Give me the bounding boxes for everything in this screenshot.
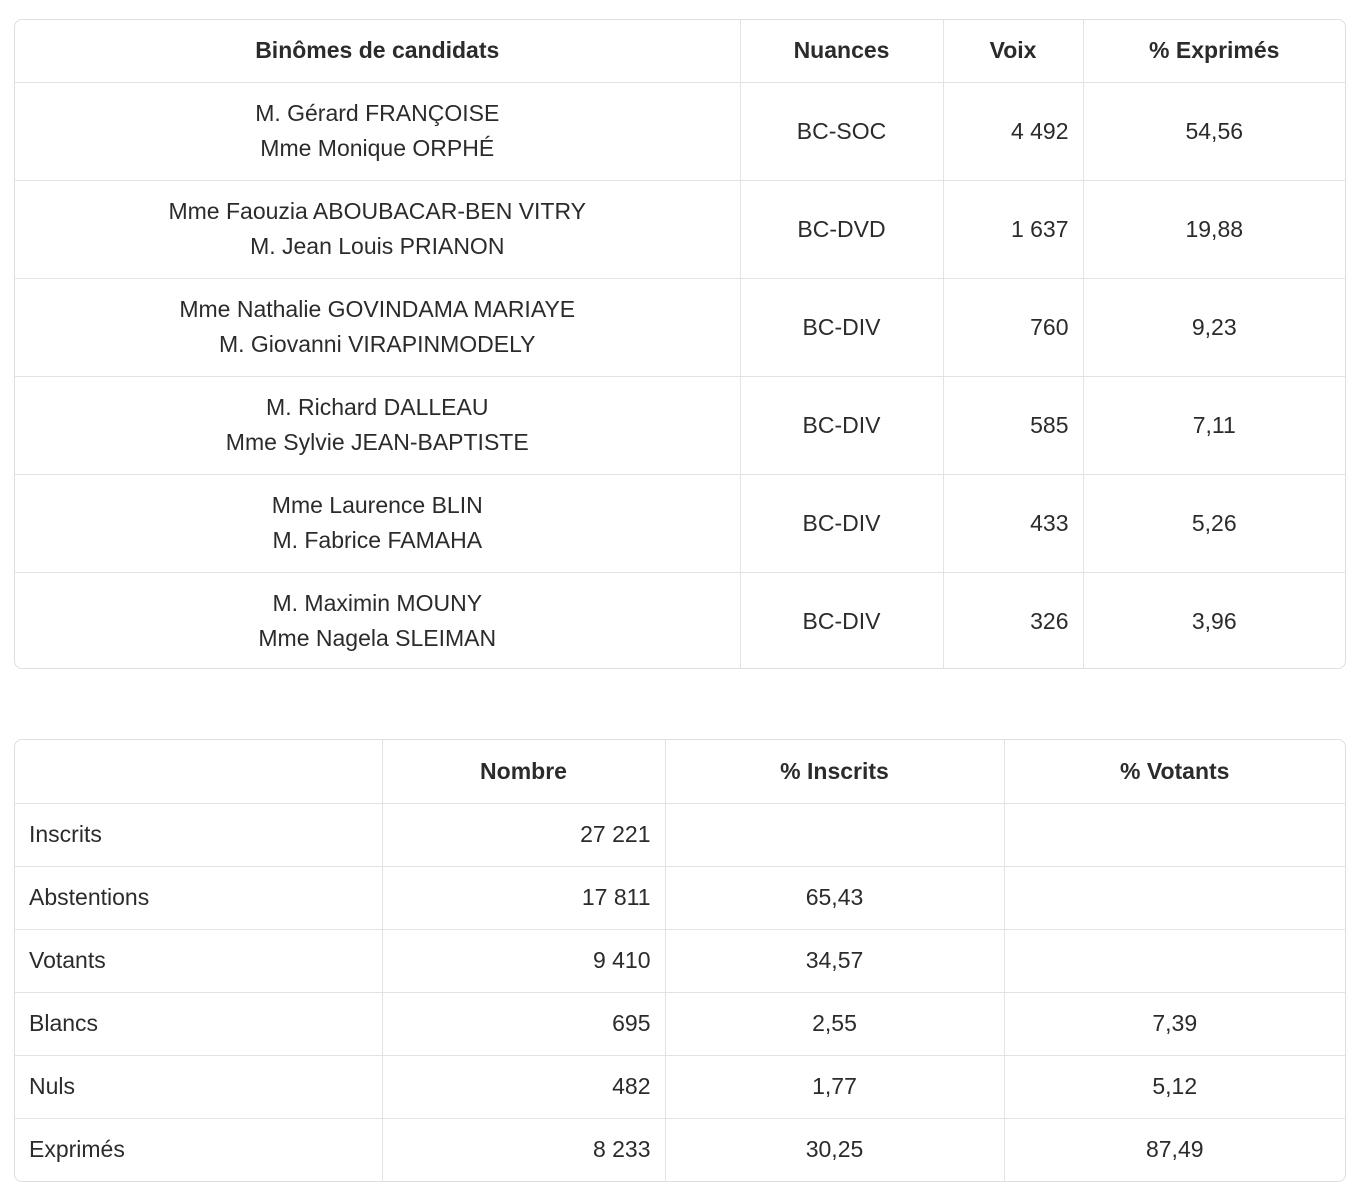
header-nuances: Nuances (740, 20, 943, 82)
pct-inscrits-cell: 1,77 (665, 1055, 1004, 1118)
pct-votants-cell (1004, 866, 1345, 929)
row-label: Blancs (15, 992, 382, 1055)
header-pct-exprimes: % Exprimés (1083, 20, 1345, 82)
table-header-row (15, 740, 1345, 803)
nuance-cell: BC-DIV (740, 474, 943, 572)
nombre-cell: 17 811 (382, 866, 665, 929)
pct-exprimes-cell: 3,96 (1191, 607, 1237, 634)
row-label: Inscrits (15, 803, 382, 866)
pct-exprimes-cell: 19,88 (1083, 180, 1345, 278)
table-row (15, 180, 1345, 278)
voix-cell: 760 (943, 278, 1083, 376)
nuance-cell: BC-DIV (740, 572, 943, 669)
table-row (15, 992, 1345, 1055)
row-label: Votants (15, 929, 382, 992)
table-header-row (15, 20, 1345, 82)
candidate-names (15, 474, 740, 572)
stats-table (15, 740, 1345, 1181)
voix-cell: 1 637 (943, 180, 1083, 278)
nombre-cell: 9 410 (382, 929, 665, 992)
nuance-cell: BC-DIV (740, 278, 943, 376)
row-label: Abstentions (15, 866, 382, 929)
candidate-names (15, 278, 740, 376)
candidate-names (15, 180, 740, 278)
candidate-name: M. Maximin MOUNY (272, 590, 483, 617)
table-row (15, 1118, 1345, 1181)
pct-inscrits-cell (665, 803, 1004, 866)
pct-exprimes-cell: 9,23 (1083, 278, 1345, 376)
header-pct-votants: % Votants (1004, 740, 1345, 803)
pct-exprimes-cell: 5,26 (1083, 474, 1345, 572)
pct-votants-cell: 87,49 (1145, 1136, 1204, 1163)
table-row (15, 929, 1345, 992)
pct-votants-cell: 5,12 (1004, 1055, 1345, 1118)
candidate-name: M. Richard DALLEAU (266, 394, 489, 420)
candidates-table-card (14, 19, 1346, 669)
nombre-cell: 8 233 (382, 1118, 665, 1181)
row-label: Nuls (15, 1055, 382, 1118)
nuance-cell: BC-DVD (740, 180, 943, 278)
table-row (15, 572, 1345, 669)
candidate-name: Mme Faouzia ABOUBACAR-BEN VITRY (168, 198, 587, 224)
candidate-name: Mme Nathalie GOVINDAMA MARIAYE (179, 296, 576, 322)
header-candidates: Binômes de candidats (15, 20, 740, 82)
nombre-cell: 695 (382, 992, 665, 1055)
table-row (15, 376, 1345, 474)
pct-votants-cell (1004, 929, 1345, 992)
nombre-cell: 482 (382, 1055, 665, 1118)
nuance-cell: BC-DIV (740, 376, 943, 474)
pct-votants-cell (1004, 803, 1345, 866)
header-voix: Voix (943, 20, 1083, 82)
candidate-name: Mme Monique ORPHÉ (260, 135, 495, 161)
pct-exprimes-cell: 54,56 (1083, 82, 1345, 180)
candidate-name: M. Gérard FRANÇOISE (255, 100, 500, 126)
candidate-name: Mme Nagela SLEIMAN (258, 625, 497, 652)
voix-cell: 326 (943, 572, 1083, 669)
pct-exprimes-cell: 7,11 (1083, 376, 1345, 474)
pct-inscrits-cell: 65,43 (665, 866, 1004, 929)
nuance-cell: BC-SOC (740, 82, 943, 180)
candidate-name: Mme Laurence BLIN (271, 492, 483, 518)
pct-votants-cell: 7,39 (1004, 992, 1345, 1055)
header-empty (15, 740, 382, 803)
candidate-names (15, 376, 740, 474)
candidate-name: M. Fabrice FAMAHA (272, 527, 483, 553)
voix-cell: 585 (943, 376, 1083, 474)
candidate-names (15, 572, 740, 669)
candidate-name: M. Jean Louis PRIANON (250, 233, 505, 259)
stats-table-card (14, 739, 1346, 1182)
table-row (15, 474, 1345, 572)
candidate-name: M. Giovanni VIRAPINMODELY (218, 331, 536, 357)
voix-cell: 433 (943, 474, 1083, 572)
nombre-cell: 27 221 (382, 803, 665, 866)
table-row (15, 803, 1345, 866)
pct-inscrits-cell: 34,57 (665, 929, 1004, 992)
table-row (15, 278, 1345, 376)
header-nombre: Nombre (382, 740, 665, 803)
header-pct-inscrits: % Inscrits (665, 740, 1004, 803)
table-row (15, 82, 1345, 180)
pct-inscrits-cell: 2,55 (665, 992, 1004, 1055)
table-row (15, 1055, 1345, 1118)
pct-inscrits-cell: 30,25 (665, 1118, 1004, 1181)
row-label: Exprimés (15, 1118, 382, 1181)
candidate-names (15, 82, 740, 180)
table-row (15, 866, 1345, 929)
candidates-table (15, 20, 1345, 669)
voix-cell: 4 492 (943, 82, 1083, 180)
candidate-name: Mme Sylvie JEAN-BAPTISTE (225, 429, 529, 455)
